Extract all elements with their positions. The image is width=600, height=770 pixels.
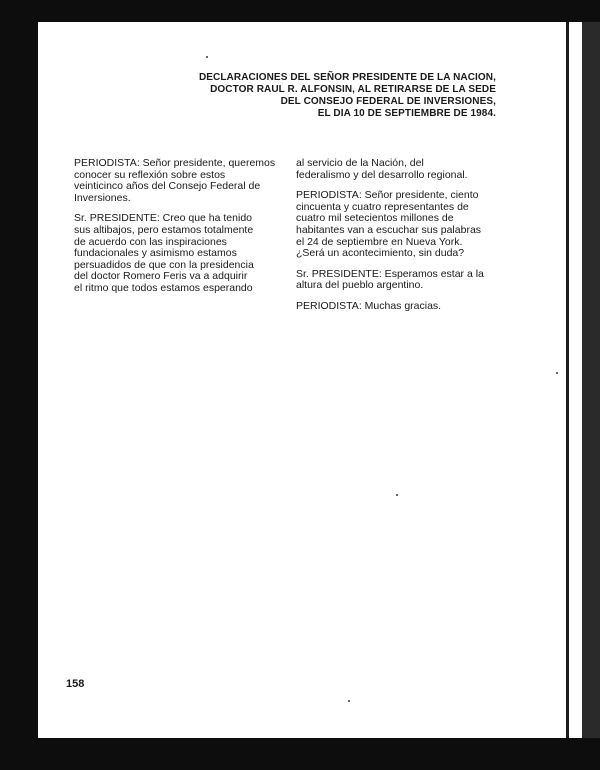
text-line: Sr. PRESIDENTE: Esperamos estar a la [296, 267, 484, 280]
interview-paragraph [74, 213, 275, 294]
text-line: al servicio de la Nación, del [296, 157, 424, 169]
scan-speck [396, 494, 398, 496]
text-line: habitantes van a escuchar sus palabras [296, 223, 482, 236]
scan-speck [206, 56, 208, 58]
document-title [199, 72, 496, 120]
interview-paragraph [296, 269, 484, 292]
text-line: cuatro mil setecientos millones de [296, 212, 454, 225]
text-line: cincuenta y cuatro representantes de [296, 200, 469, 213]
scan-speck [556, 372, 558, 374]
right-column [296, 158, 484, 322]
text-line: PERIODISTA: Señor presidente, ciento [296, 189, 479, 202]
text-line: Sr. PRESIDENTE: Creo que ha tenido [74, 212, 253, 225]
text-line: federalismo y del desarrollo regional. [296, 168, 468, 181]
scan-speck [348, 700, 350, 702]
page-number: 158 [66, 678, 85, 690]
interview-paragraph [74, 158, 275, 204]
text-line: Inversiones. [74, 191, 131, 204]
text-line: el ritmo que todos estamos esperando [74, 281, 253, 294]
scan-border-top [0, 0, 600, 22]
scan-border-right [582, 22, 600, 738]
text-line: conocer su reflexión sobre estos [74, 168, 226, 181]
text-line: veinticinco años del Consejo Federal de [74, 180, 261, 193]
text-line: altura del pueblo argentino. [296, 279, 424, 292]
interview-paragraph [296, 190, 484, 260]
text-line: de acuerdo con las inspiraciones [74, 235, 227, 248]
interview-paragraph [296, 158, 484, 181]
interview-paragraph [296, 301, 484, 313]
text-line: el 24 de septiembre en Nueva York. [296, 235, 463, 248]
text-line: del doctor Romero Feris va a adquirir [74, 270, 248, 283]
text-line: PERIODISTA: Muchas gracias. [296, 299, 442, 312]
text-line: PERIODISTA: Señor presidente, queremos [74, 157, 276, 169]
text-line: persuadidos de que con la presidencia [74, 258, 254, 271]
left-column [74, 158, 275, 304]
scan-border-right-line [566, 22, 569, 738]
text-line: ¿Será un acontecimiento, sin duda? [296, 247, 465, 260]
text-line: sus altibajos, pero estamos totalmente [74, 223, 254, 236]
scan-border-bottom [0, 738, 600, 770]
title-line: DOCTOR RAUL R. ALFONSIN, AL RETIRARSE DE LA SEDE [210, 84, 496, 95]
title-line: DECLARACIONES DEL SEÑOR PRESIDENTE DE LA NACION, [198, 72, 496, 83]
text-line: fundacionales y asimismo estamos [74, 247, 237, 260]
title-line: DEL CONSEJO FEDERAL DE INVERSIONES, [280, 96, 496, 107]
scan-border-left [0, 0, 38, 770]
title-line: EL DIA 10 DE SEPTIEMBRE DE 1984. [317, 108, 496, 119]
